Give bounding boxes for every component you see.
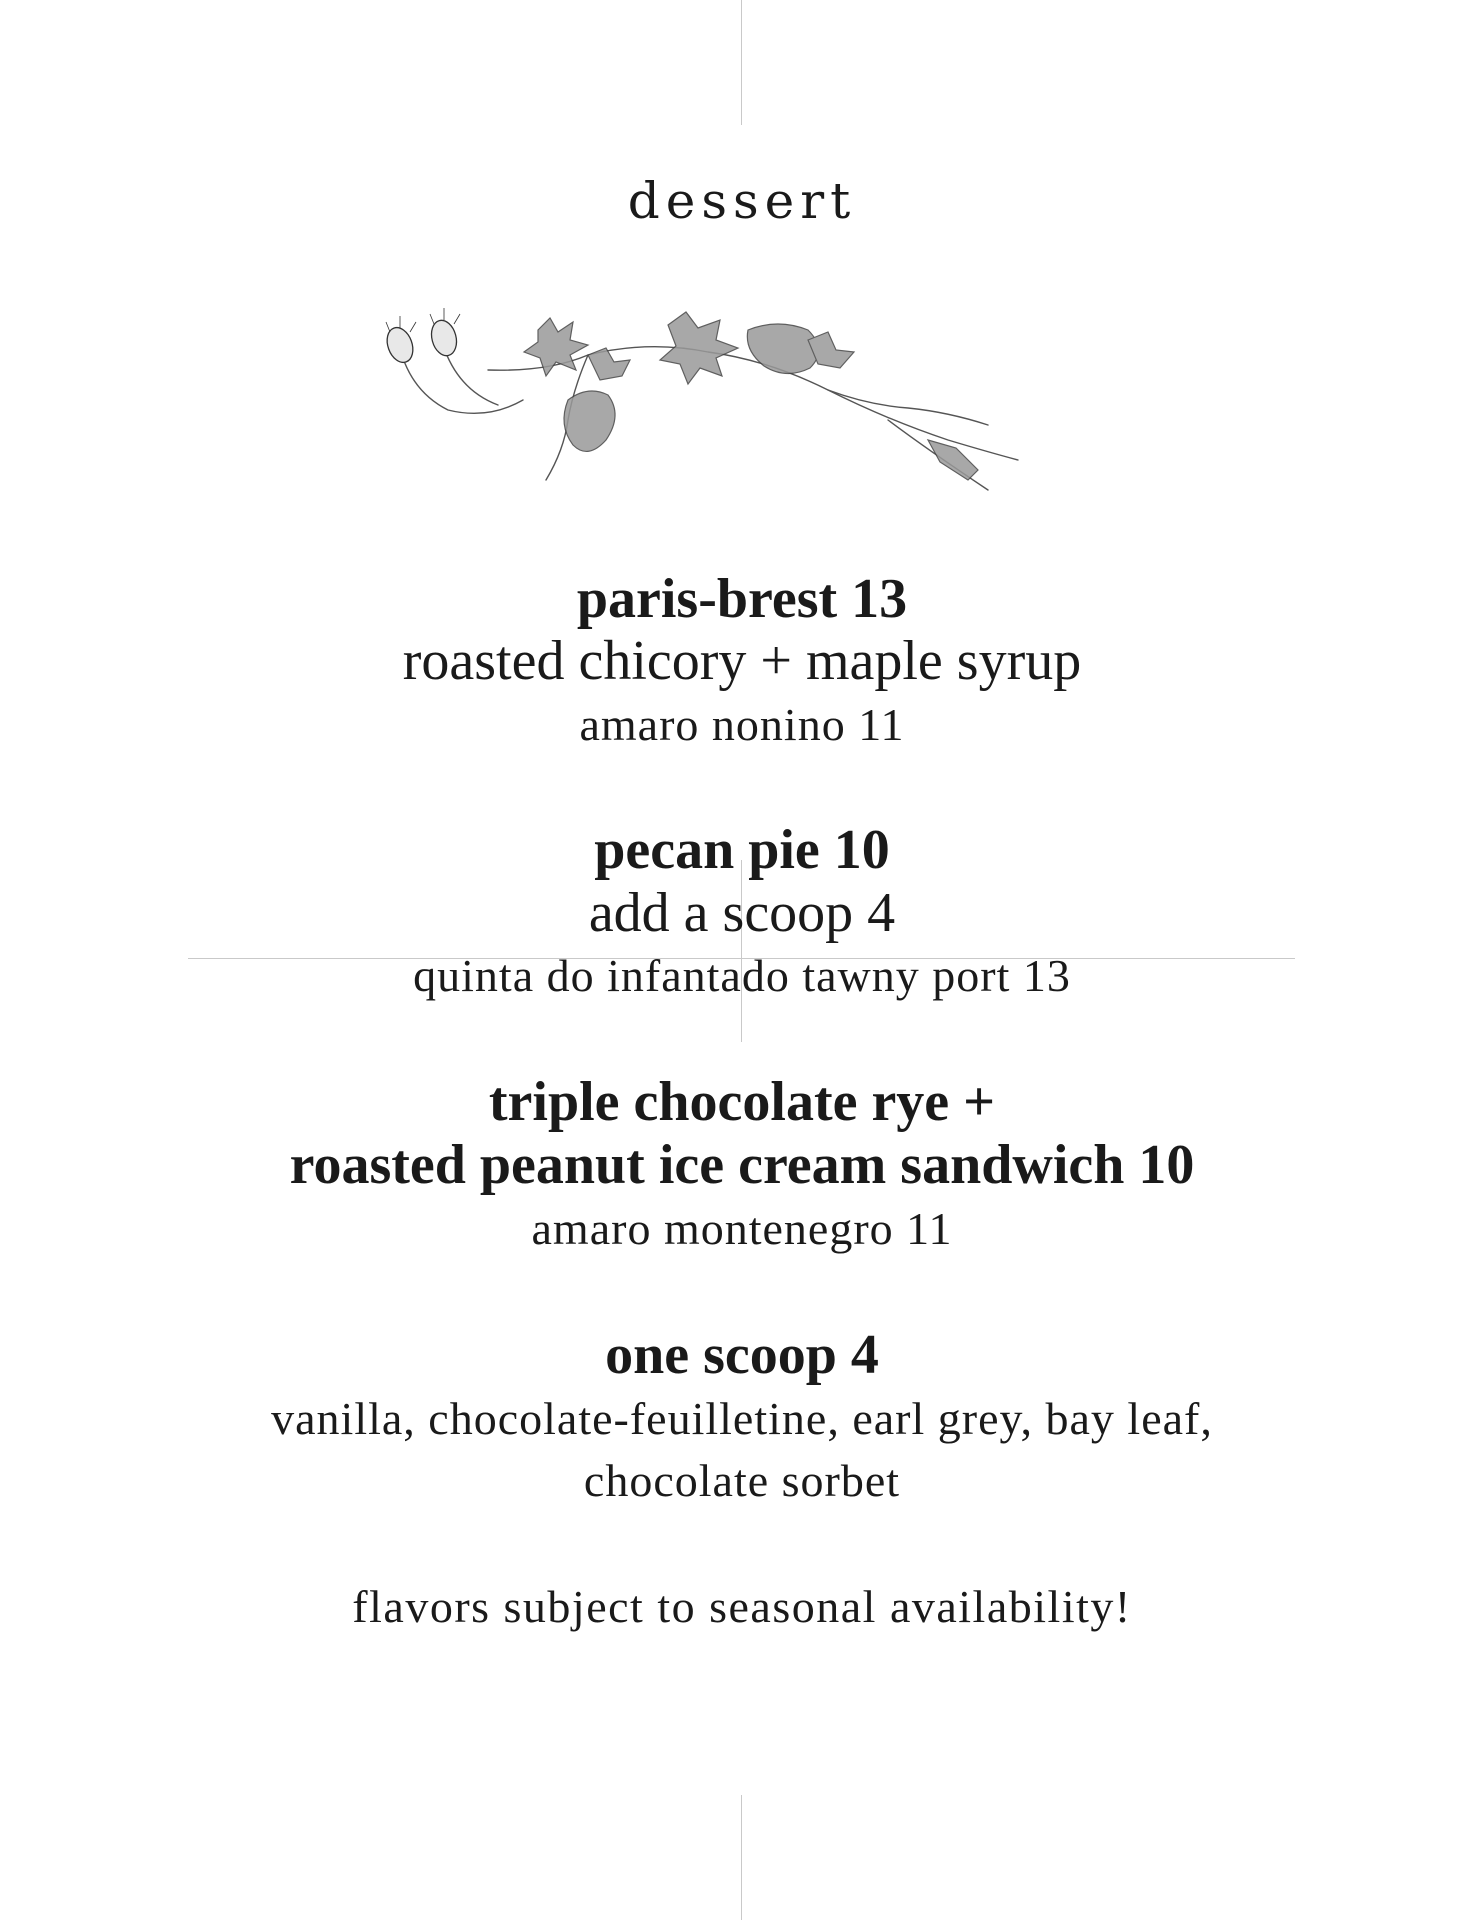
menu-item-name-paris-brest: paris-brest 13 [576,568,908,630]
menu-item-flavors-line-1: vanilla, chocolate-feuilletine, earl grey, bay leaf, [271,1393,1213,1444]
botanical-sprig-illustration-icon [288,300,1118,500]
menu-item-flavors-line-2: chocolate sorbet [583,1455,901,1506]
menu-item-pairing-pecan-pie: quinta do infantado tawny port 13 [413,950,1071,1001]
availability-footnote: flavors subject to seasonal availability! [352,1581,1132,1632]
menu-item-pairing-paris-brest: amaro nonino 11 [579,699,905,750]
menu-item-description-pecan-pie: add a scoop 4 [588,882,896,944]
menu-item-name-pecan-pie: pecan pie 10 [594,819,890,881]
menu-item-name-one-scoop: one scoop 4 [605,1324,879,1386]
menu-heading: dessert [627,172,857,230]
menu-item-name-ice-cream-sandwich-line-1: triple chocolate rye + [488,1071,996,1133]
menu-item-description-paris-brest: roasted chicory + maple syrup [402,630,1082,692]
guide-line-top [741,0,742,125]
menu-item-pairing-ice-cream-sandwich: amaro montenegro 11 [531,1203,953,1254]
menu-item-name-ice-cream-sandwich-line-2: roasted peanut ice cream sandwich 10 [289,1134,1195,1196]
guide-line-bottom [741,1795,742,1920]
